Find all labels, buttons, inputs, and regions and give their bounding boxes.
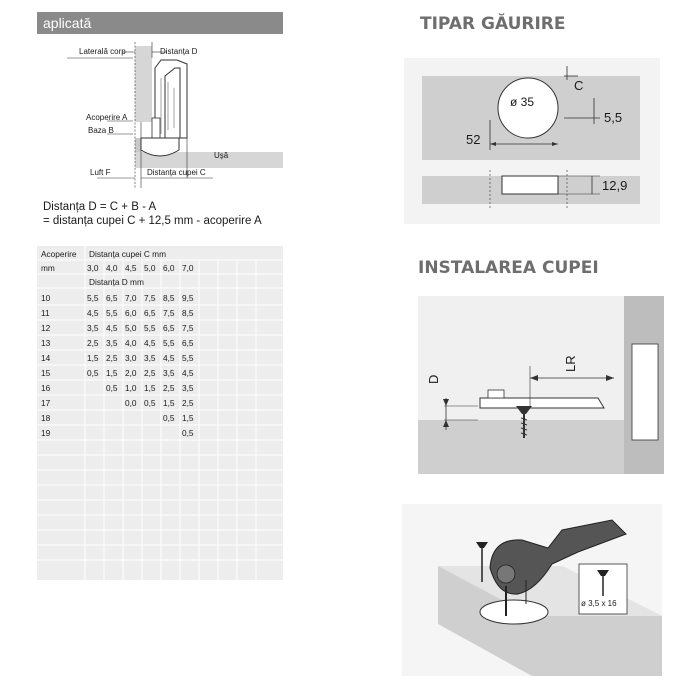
table-cell-distanta-d: 4,5 [144, 338, 156, 348]
table-row-acoperire: 10 [41, 293, 51, 303]
table-cell-distanta-d: 7,5 [182, 323, 194, 333]
table-cell-distanta-d: 1,5 [144, 383, 156, 393]
table-cell-distanta-d: 3,5 [163, 368, 175, 378]
dim-label-d: D [426, 374, 441, 384]
formula [43, 200, 262, 228]
screw-spec-label: ø 3,5 x 16 [581, 599, 617, 608]
table-row-acoperire: 18 [41, 413, 51, 423]
label-usa: Ușă [214, 151, 229, 160]
table-cell-distanta-d: 5,5 [144, 323, 156, 333]
table-cell-distanta-d: 6,0 [125, 308, 137, 318]
label-acoperire-a: Acoperire A [86, 113, 128, 122]
dim-label-diameter-35: ø 35 [510, 95, 535, 109]
table-header-distanta-cupei: Distanța cupei C mm [89, 249, 167, 259]
table-c-value: 7,0 [182, 263, 194, 273]
label-distanta-d: Distanța D [160, 47, 198, 56]
table-cell-distanta-d: 4,0 [125, 338, 137, 348]
table-row-acoperire: 17 [41, 398, 51, 408]
drilling-pattern-title: TIPAR GĂURIRE [420, 14, 566, 34]
table-cell-distanta-d: 2,0 [125, 368, 137, 378]
table-row-acoperire: 11 [41, 308, 50, 318]
table-c-value: 5,0 [144, 263, 156, 273]
dim-label-lr: LR [563, 355, 578, 372]
formula-line-1: Distanța D = C + B - A [43, 201, 157, 213]
table-header-acoperire: Acoperire [41, 249, 77, 259]
table-cell-distanta-d: 4,5 [87, 308, 99, 318]
table-cell-distanta-d: 5,0 [125, 323, 137, 333]
table-cell-distanta-d: 3,5 [182, 383, 194, 393]
table-cell-distanta-d: 0,5 [182, 428, 194, 438]
distance-table [37, 246, 283, 580]
table-cell-distanta-d: 7,0 [125, 293, 137, 303]
table-header-mm: mm [41, 263, 55, 273]
table-cell-distanta-d: 7,5 [163, 308, 175, 318]
table-cell-distanta-d: 0,5 [106, 383, 118, 393]
table-subheader-distanta-d: Distanța D mm [89, 277, 144, 287]
table-cell-distanta-d: 3,5 [106, 338, 118, 348]
table-cell-distanta-d: 2,5 [144, 368, 156, 378]
label-lateral-corp: Lateralǎ corp [79, 47, 126, 56]
table-row-acoperire: 13 [41, 338, 51, 348]
table-cell-distanta-d: 2,5 [163, 383, 175, 393]
table-cell-distanta-d: 1,5 [87, 353, 99, 363]
table-cell-distanta-d: 6,5 [182, 338, 194, 348]
table-c-value: 6,0 [163, 263, 175, 273]
table-cell-distanta-d: 8,5 [163, 293, 175, 303]
table-row-acoperire: 16 [41, 383, 51, 393]
table-cell-distanta-d: 0,5 [163, 413, 175, 423]
table-row-acoperire: 19 [41, 428, 51, 438]
table-cell-distanta-d: 1,0 [125, 383, 137, 393]
table-cell-distanta-d: 3,5 [144, 353, 156, 363]
dim-label-c: C [574, 78, 584, 93]
table-cell-distanta-d: 0,5 [87, 368, 99, 378]
cup-installation-diagram [418, 296, 664, 474]
dim-label-12-9: 12,9 [602, 178, 628, 193]
label-distanta-cupei-c: Distanța cupei C [147, 168, 206, 177]
table-cell-distanta-d: 6,5 [144, 308, 156, 318]
table-cell-distanta-d: 1,5 [163, 398, 175, 408]
table-cell-distanta-d: 1,5 [106, 368, 118, 378]
table-cell-distanta-d: 6,5 [163, 323, 175, 333]
table-c-value: 3,0 [87, 263, 99, 273]
table-cell-distanta-d: 4,5 [163, 353, 175, 363]
section-header-aplicata: aplicată [37, 12, 283, 34]
table-cell-distanta-d: 9,5 [182, 293, 194, 303]
table-row-acoperire: 12 [41, 323, 51, 333]
table-cell-distanta-d: 2,5 [182, 398, 194, 408]
table-c-value: 4,5 [125, 263, 137, 273]
table-cell-distanta-d: 5,5 [163, 338, 175, 348]
table-cell-distanta-d: 5,5 [106, 308, 118, 318]
table-cell-distanta-d: 5,5 [182, 353, 194, 363]
table-cell-distanta-d: 4,5 [106, 323, 118, 333]
table-cell-distanta-d: 1,5 [182, 413, 194, 423]
dim-label-5-5: 5,5 [604, 110, 623, 125]
cup-installation-title: INSTALAREA CUPEI [418, 258, 599, 278]
table-cell-distanta-d: 0,5 [144, 398, 156, 408]
table-cell-distanta-d: 6,5 [106, 293, 118, 303]
dim-label-52: 52 [466, 132, 481, 147]
table-row-acoperire: 15 [41, 368, 51, 378]
hinge-assembly-illustration [402, 504, 662, 676]
table-grid [37, 246, 283, 580]
drilling-pattern-diagram [404, 58, 660, 224]
label-luft-f: Luft F [90, 168, 111, 177]
table-cell-distanta-d: 7,5 [144, 293, 156, 303]
table-cell-distanta-d: 8,5 [182, 308, 194, 318]
table-cell-distanta-d: 3,0 [125, 353, 137, 363]
table-row-acoperire: 14 [41, 353, 51, 363]
hinge-side-diagram [37, 38, 283, 188]
table-cell-distanta-d: 3,5 [87, 323, 99, 333]
table-cell-distanta-d: 2,5 [87, 338, 99, 348]
table-cell-distanta-d: 2,5 [106, 353, 118, 363]
table-c-value: 4,0 [106, 263, 118, 273]
formula-line-2: = distanța cupei C + 12,5 mm - acoperire A [43, 215, 262, 227]
table-cell-distanta-d: 5,5 [87, 293, 99, 303]
table-cell-distanta-d: 4,5 [182, 368, 194, 378]
label-baza-b: Baza B [88, 126, 114, 135]
table-cell-distanta-d: 0,0 [125, 398, 137, 408]
